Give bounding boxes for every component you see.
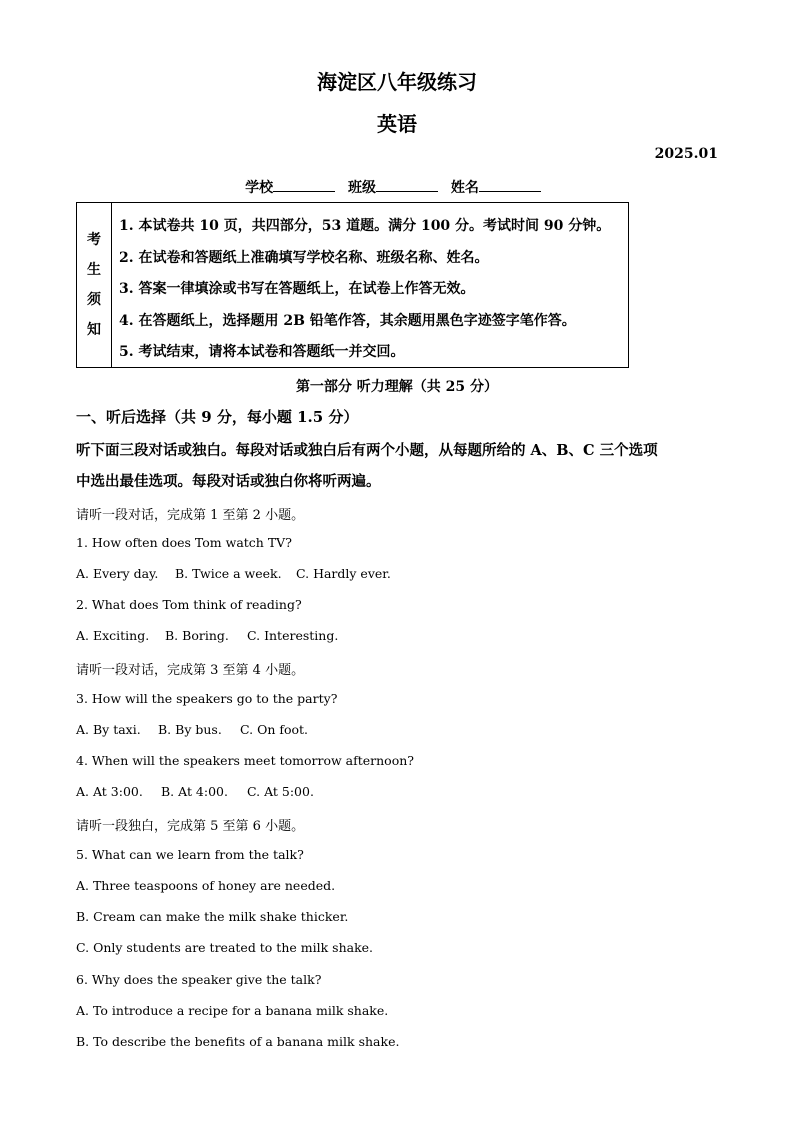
option: A. To introduce a recipe for a banana milk shake.	[76, 1003, 389, 1018]
subject-title: 英语	[377, 112, 417, 136]
option: A. By taxi.	[76, 722, 141, 737]
question-2: 2. What does Tom think of reading?	[76, 597, 302, 612]
question-1-options	[76, 566, 391, 581]
class-blank	[376, 177, 438, 192]
school-label: 学校	[245, 180, 274, 196]
page-title: 海淀区八年级练习	[317, 70, 477, 94]
exam-date: 2025.01	[654, 146, 718, 162]
notice-item: 3. 答案一律填涂或书写在答题纸上，在试卷上作答无效。	[119, 281, 475, 297]
option: A. At 3:00.	[76, 784, 143, 799]
option: B. By bus.	[158, 722, 222, 737]
listening-prompt: 请听一段独白，完成第 5 至第 6 小题。	[76, 819, 305, 834]
notice-item: 1. 本试卷共 10 页，共四部分，53 道题。满分 100 分。考试时间 90 分钟。	[119, 218, 611, 234]
option: B. Cream can make the milk shake thicker.	[76, 909, 349, 924]
notice-side-char: 生	[87, 262, 101, 278]
option: A. Exciting.	[76, 628, 150, 643]
notice-list	[119, 211, 610, 369]
notice-item: 5. 考试结束，请将本试卷和答题纸一并交回。	[119, 344, 405, 360]
option: B. To describe the benefits of a banana milk shake.	[76, 1034, 400, 1049]
option: C. Only students are treated to the milk shake.	[76, 940, 374, 955]
question-3: 3. How will the speakers go to the party?	[76, 691, 338, 706]
option: B. Boring.	[165, 628, 229, 643]
question-2-options	[76, 628, 338, 643]
instruction-line: 听下面三段对话或独白。每段对话或独白后有两个小题，从每题所给的 A、B、C 三个选项	[76, 442, 658, 459]
option: B. Twice a week.	[175, 566, 282, 581]
option: C. On foot.	[240, 722, 309, 737]
section-title: 一、听后选择（共 9 分，每小题 1.5 分）	[76, 408, 359, 426]
question-6: 6. Why does the speaker give the talk?	[76, 972, 322, 987]
question-3-options	[76, 722, 308, 737]
student-info-row	[0, 177, 794, 197]
notice-side-char: 知	[87, 322, 101, 338]
question-4-options	[76, 784, 314, 799]
listening-prompt: 请听一段对话，完成第 3 至第 4 小题。	[76, 663, 305, 678]
question-4: 4. When will the speakers meet tomorrow afternoon?	[76, 753, 414, 768]
notice-item: 2. 在试卷和答题纸上准确填写学校名称、班级名称、姓名。	[119, 249, 489, 266]
question-1: 1. How often does Tom watch TV?	[76, 535, 292, 550]
part-title: 第一部分 听力理解（共 25 分）	[295, 379, 499, 395]
name-blank	[479, 177, 541, 192]
notice-side-label	[77, 203, 112, 367]
instruction-line: 中选出最佳选项。每段对话或独白你将听两遍。	[76, 473, 381, 490]
listening-prompt: 请听一段对话，完成第 1 至第 2 小题。	[76, 508, 305, 523]
option: A. Three teaspoons of honey are needed.	[76, 878, 336, 893]
school-blank	[273, 177, 335, 192]
option: C. Interesting.	[247, 628, 339, 643]
notice-item: 4. 在答题纸上，选择题用 2B 铅笔作答，其余题用黑色字迹签字笔作答。	[119, 312, 576, 329]
question-5: 5. What can we learn from the talk?	[76, 847, 304, 862]
class-label: 班级	[348, 180, 376, 196]
notice-side-char: 须	[87, 292, 101, 308]
option: C. Hardly ever.	[296, 566, 391, 581]
option: B. At 4:00.	[161, 784, 228, 799]
exam-notice-box	[76, 202, 629, 368]
option: C. At 5:00.	[247, 784, 314, 799]
name-label: 姓名	[450, 180, 479, 196]
option: A. Every day.	[76, 566, 159, 581]
notice-side-char: 考	[87, 232, 101, 248]
